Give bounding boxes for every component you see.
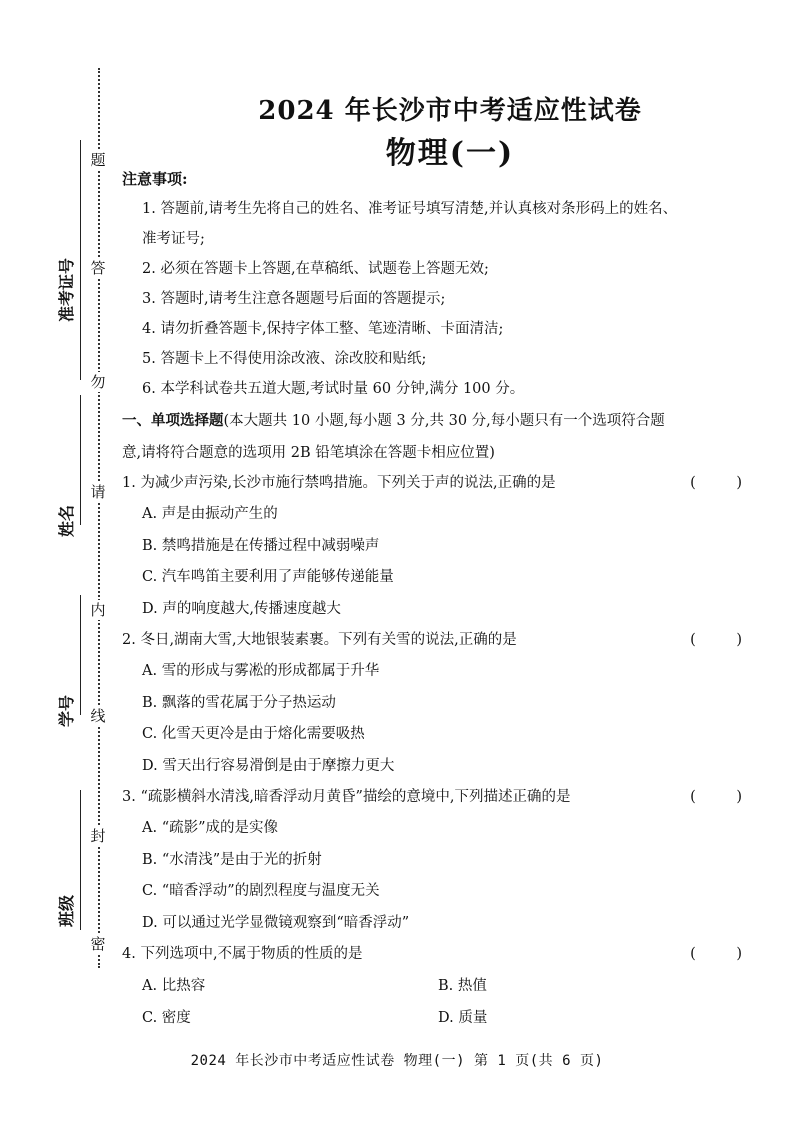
option: B. 禁鸣措施是在传播过程中减弱噪声 [142,537,380,554]
notice-item: 3. 答题时,请考生注意各题题号后面的答题提示; [142,291,446,307]
option: D. 声的响度越大,传播速度越大 [142,600,341,617]
notice-item: 5. 答题卡上不得使用涂改液、涂改胶和贴纸; [142,351,427,367]
question-stem [122,625,772,656]
option: D. 雪天出行容易滑倒是由于摩擦力更大 [142,757,395,774]
section-desc-cont: 意,请将符合题意的选项用 2B 铅笔填涂在答题卡相应位置) [122,445,495,461]
seal-char: 题 [88,150,108,170]
notice-item: 1. 答题前,请考生先将自己的姓名、准考证号填写清楚,并认真核对条形码上的姓名、 [142,201,678,217]
option-row [122,970,772,1002]
section-title: 一、单项选择题 [122,412,224,429]
section-desc: (本大题共 10 小题,每小题 3 分,共 30 分,每小题只有一个选项符合题 [223,413,665,429]
notice-item: 准考证号; [142,231,205,247]
answer-paren: ( ) [690,789,760,805]
question-stem [122,468,772,499]
name-label: 姓名 [57,504,76,537]
binding-margin [0,0,120,1124]
option: C. 化雪天更冷是由于熔化需要吸热 [142,726,365,742]
option: A. “疏影”成的是实像 [142,820,279,836]
option: B. “水清浅”是由于光的折射 [142,851,322,868]
option: C. “暗香浮动”的剧烈程度与温度无关 [142,883,380,899]
notice-item: 2. 必须在答题卡上答题,在草稿纸、试题卷上答题无效; [142,261,489,277]
option: C. 密度 [142,1010,191,1026]
seal-char: 内 [88,600,108,620]
option: B. 热值 [438,978,487,994]
option: A. 雪的形成与雾凇的形成都属于升华 [142,663,380,679]
option: D. 可以通过光学显微镜观察到“暗香浮动” [142,914,410,931]
name-line [80,395,81,525]
class-line [80,790,81,930]
notice-item: 4. 请勿折叠答题卡,保持字体工整、笔迹清晰、卡面清洁; [142,321,504,337]
exam-content [122,166,772,1034]
exam-number-label: 准考证号 [57,257,76,322]
student-id-label: 学号 [57,694,76,727]
option: D. 质量 [438,1010,488,1026]
class-label: 班级 [57,894,76,927]
option: A. 比热容 [142,978,206,994]
seal-char: 答 [88,258,108,278]
seal-char: 封 [88,826,108,846]
notice-item: 6. 本学科试卷共五道大题,考试时量 60 分钟,满分 100 分。 [142,381,525,397]
exam-subtitle: 物理(一) [385,136,515,171]
option-row [122,1002,772,1034]
question-stem [122,782,772,813]
section-heading [122,406,772,436]
question-text: 3. “疏影横斜水清浅,暗香浮动月黄昏”描绘的意境中,下列描述正确的是 [122,789,571,805]
option: C. 汽车鸣笛主要利用了声能够传递能量 [142,569,394,585]
answer-paren: ( ) [690,632,760,648]
question-stem [122,939,772,970]
question-text: 1. 为减少声污染,长沙市施行禁鸣措施。下列关于声的说法,正确的是 [122,475,556,491]
seal-char: 请 [88,482,108,502]
notice-heading: 注意事项: [122,170,188,188]
option: A. 声是由振动产生的 [142,506,278,522]
question-text: 2. 冬日,湖南大雪,大地银装素裹。下列有关雪的说法,正确的是 [122,632,517,648]
student-id-line [80,595,81,715]
page-footer: 2024 年长沙市中考适应性试卷 物理(一) 第 1 页(共 6 页) [190,1053,604,1069]
answer-paren: ( ) [690,475,760,491]
seal-char: 勿 [88,372,108,392]
exam-title: 2024 年长沙市中考适应性试卷 [258,96,642,126]
answer-paren: ( ) [690,946,760,962]
seal-char: 密 [88,934,108,954]
exam-number-line [80,140,81,380]
seal-char: 线 [88,706,108,726]
question-text: 4. 下列选项中,不属于物质的性质的是 [122,946,363,962]
option: B. 飘落的雪花属于分子热运动 [142,694,336,711]
